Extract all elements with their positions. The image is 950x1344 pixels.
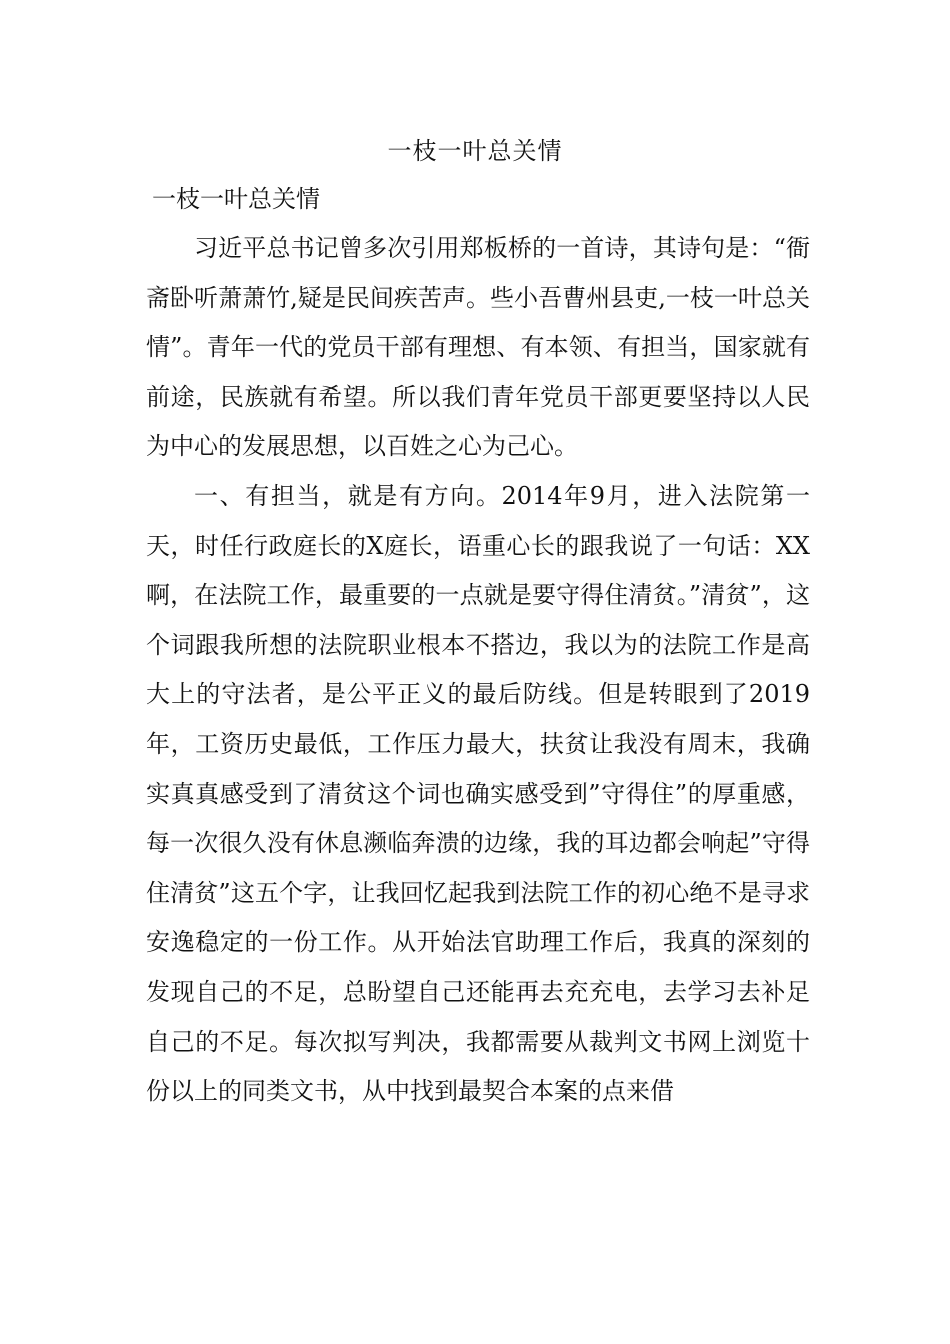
document-title: 一枝一叶总关情 [387, 137, 563, 165]
paragraph-intro: 习近平总书记曾多次引用郑板桥的一首诗，其诗句是：“衙斋卧听萧萧竹,疑是民间疾苦声。些小吾曹州县吏,一枝一叶总关情”。青年一代的党员干部有理想、有本领、有担当，国家就有前途，民族就有希望。所以我们青年党员干部更要坚持以人民为中心的发展思想，以百姓之心为己心。 [146, 234, 810, 461]
document-subtitle: 一枝一叶总关情 [152, 185, 320, 213]
document-body [146, 224, 810, 1117]
paragraph-section-one: 一、有担当，就是有方向。2014年9月，进入法院第一天，时任行政庭长的X庭长，语重心长的跟我说了一句话：XX啊，在法院工作，最重要的一点就是要守得住清贫。”清贫”，这个词跟我所想的法院职业根本不搭边，我以为的法院工作是高大上的守法者，是公平正义的最后防线。但是转眼到了2019年，工资历史最低，工作压力最大，扶贫让我没有周末，我确实真真感受到了清贫这个词也确实感受到”守得住”的厚重感，每一次很久没有休息濒临奔溃的边缘，我的耳边都会响起”守得住清贫”这五个字，让我回忆起我到法院工作的初心绝不是寻求安逸稳定的一份工作。从开始法官助理工作后，我真的深刻的发现自己的不足，总盼望自己还能再去充充电，去学习去补足自己的不足。每次拟写判决，我都需要从裁判文书网上浏览十份以上的同类文书，从中找到最契合本案的点来借 [146, 481, 810, 1106]
